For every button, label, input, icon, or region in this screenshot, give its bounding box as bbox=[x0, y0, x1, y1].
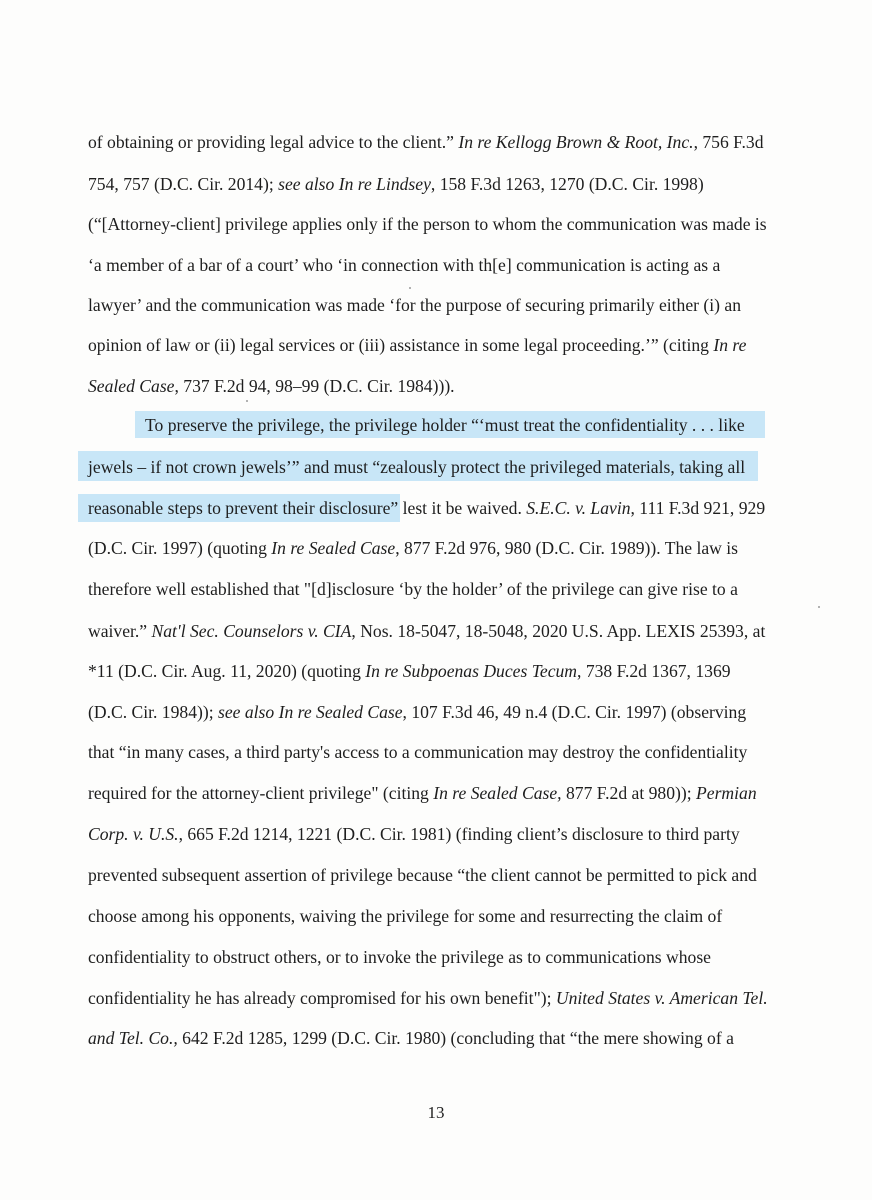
text-run: , 737 F.2d 94, 98–99 (D.C. Cir. 1984))). bbox=[174, 376, 455, 396]
text-run: ‘a member of a bar of a court’ who ‘in connection with th[e] communication is acting as a bbox=[88, 255, 721, 275]
text-run: that “in many cases, a third party's access to a communication may destroy the confidentiality bbox=[88, 742, 748, 762]
body-text-line bbox=[88, 620, 765, 642]
text-run: (“[Attorney-client] privilege applies only if the person to whom the communication was made is bbox=[88, 214, 767, 234]
citation-italic-text: see also In re Lindsey bbox=[278, 174, 431, 194]
citation-italic-text: Sealed Case bbox=[88, 376, 175, 396]
body-text-line bbox=[88, 578, 738, 600]
text-run: (D.C. Cir. 1997) (quoting bbox=[88, 538, 272, 558]
text-run: choose among his opponents, waiving the privilege for some and resurrecting the claim of bbox=[88, 906, 723, 926]
citation-italic-text: In re Sealed Case, bbox=[433, 783, 562, 803]
body-text-line bbox=[88, 537, 738, 559]
text-run: , Nos. 18-5047, 18-5048, 2020 U.S. App. LEXIS 25393, at bbox=[351, 621, 766, 641]
body-text-line bbox=[88, 254, 720, 276]
text-run: 877 F.2d at 980)); bbox=[561, 783, 697, 803]
text-run: (D.C. Cir. 1984)); bbox=[88, 702, 218, 722]
body-text-line bbox=[88, 905, 722, 927]
body-text-line bbox=[88, 375, 455, 397]
text-run: confidentiality he has already compromised for his own benefit"); bbox=[88, 988, 556, 1008]
citation-italic-text: S.E.C. v. Lavin bbox=[526, 498, 631, 518]
text-run: *11 (D.C. Cir. Aug. 11, 2020) (quoting bbox=[88, 661, 366, 681]
text-run: lawyer’ and the communication was made ‘for the purpose of securing primarily either (i) an bbox=[88, 295, 742, 315]
citation-italic-text: In re bbox=[713, 335, 747, 355]
text-run: , 158 F.3d 1263, 1270 (D.C. Cir. 1998) bbox=[430, 174, 704, 194]
text-run: required for the attorney-client privilege" (citing bbox=[88, 783, 434, 803]
citation-italic-text: see also In re Sealed Case bbox=[218, 702, 403, 722]
text-run: prevented subsequent assertion of privilege because “the client cannot be permitted to pick and bbox=[88, 865, 757, 885]
text-run: opinion of law or (ii) legal services or (iii) assistance in some legal proceeding.’” (citing bbox=[88, 335, 714, 355]
text-run: , 756 F.3d bbox=[693, 132, 764, 152]
body-text-line bbox=[88, 946, 711, 968]
citation-italic-text: Nat'l Sec. Counselors v. CIA bbox=[151, 621, 352, 641]
body-text-line bbox=[88, 987, 768, 1009]
text-run: , 107 F.3d 46, 49 n.4 (D.C. Cir. 1997) (observing bbox=[402, 702, 747, 722]
citation-italic-text: In re Kellogg Brown & Root, Inc. bbox=[458, 132, 694, 152]
scan-speck bbox=[246, 400, 248, 402]
scan-speck bbox=[409, 287, 411, 289]
body-text-line bbox=[88, 173, 704, 195]
body-text-line bbox=[88, 334, 746, 356]
text-run: confidentiality to obstruct others, or to invoke the privilege as to communications whose bbox=[88, 947, 711, 967]
text-run: therefore well established that "[d]isclosure ‘by the holder’ of the privilege can give rise to a bbox=[88, 579, 738, 599]
text-run: of obtaining or providing legal advice to the client.” bbox=[88, 132, 459, 152]
body-text-line bbox=[88, 741, 747, 763]
body-text-line bbox=[88, 294, 741, 316]
text-run: reasonable steps to prevent their disclosure” lest it be waived. bbox=[88, 498, 527, 518]
highlighted-text-line bbox=[145, 414, 745, 436]
body-text-line bbox=[88, 782, 757, 804]
highlighted-text-line bbox=[88, 497, 765, 519]
citation-italic-text: In re Subpoenas Duces Tecum bbox=[365, 661, 578, 681]
body-text-line bbox=[88, 660, 731, 682]
citation-italic-text: Corp. v. U.S. bbox=[88, 824, 179, 844]
citation-italic-text: In re Sealed Case bbox=[271, 538, 396, 558]
body-text-line bbox=[88, 213, 767, 235]
text-run: 754, 757 (D.C. Cir. 2014); bbox=[88, 174, 279, 194]
text-run: , 111 F.3d 921, 929 bbox=[630, 498, 766, 518]
highlighted-text-line bbox=[88, 456, 745, 478]
text-run: , 665 F.2d 1214, 1221 (D.C. Cir. 1981) (finding client’s disclosure to third party bbox=[178, 824, 740, 844]
scan-speck bbox=[818, 606, 820, 608]
body-text-line bbox=[88, 1027, 734, 1049]
citation-italic-text: and Tel. Co., bbox=[88, 1028, 178, 1048]
text-run: , 877 F.2d 976, 980 (D.C. Cir. 1989)). The law is bbox=[395, 538, 739, 558]
citation-italic-text: Permian bbox=[696, 783, 757, 803]
body-text-line bbox=[88, 131, 764, 153]
body-text-line bbox=[88, 864, 757, 886]
body-text-line bbox=[88, 823, 740, 845]
text-run: jewels – if not crown jewels’” and must “zealously protect the privileged materials, taking all bbox=[88, 457, 746, 477]
text-run: 642 F.2d 1285, 1299 (D.C. Cir. 1980) (concluding that “the mere showing of a bbox=[177, 1028, 734, 1048]
text-run: waiver.” bbox=[88, 621, 152, 641]
body-text-line bbox=[88, 701, 746, 723]
citation-italic-text: United States v. American Tel. bbox=[555, 988, 768, 1008]
text-run: To preserve the privilege, the privilege holder “‘must treat the confidentiality . . . like bbox=[145, 415, 745, 435]
text-run: , 738 F.2d 1367, 1369 bbox=[577, 661, 731, 681]
page-number: 13 bbox=[427, 1103, 445, 1122]
